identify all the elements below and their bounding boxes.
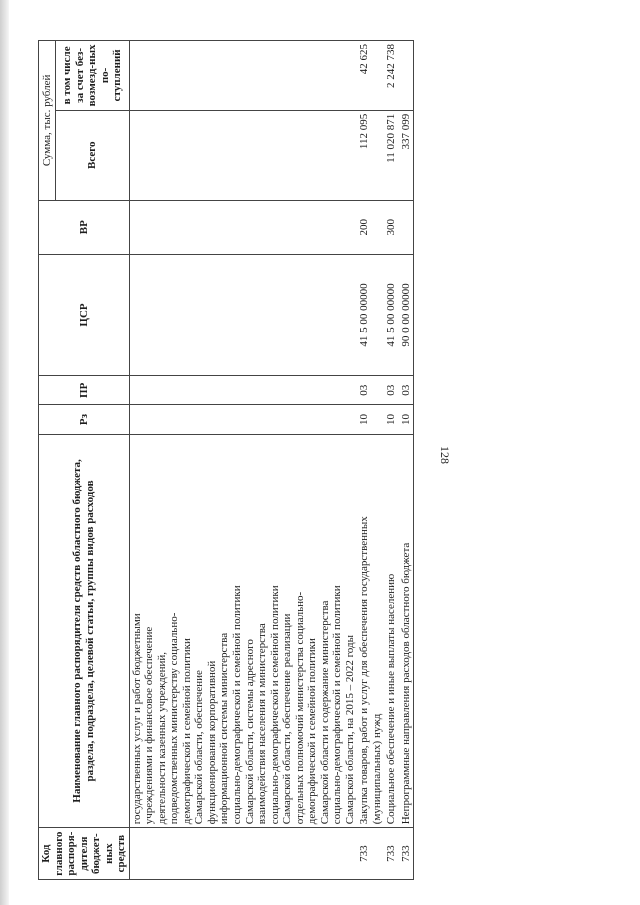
cell-csr <box>129 254 357 375</box>
cell-vr: 200 <box>357 200 384 254</box>
table-row <box>399 41 414 880</box>
cell-incl <box>129 41 357 111</box>
continuation-line: Самарской области и содержание министерства <box>318 600 331 825</box>
scan-edge <box>0 0 9 905</box>
continuation-line: Самарской области, обеспечение <box>193 670 206 825</box>
continuation-line: Самарской области, обеспечение реализации <box>281 613 294 825</box>
table-row <box>384 41 399 880</box>
cell-csr: 41 5 00 00000 <box>384 254 399 375</box>
continuation-line: отдельных полномочий министерства социально- <box>293 591 306 825</box>
continuation-line: социально-демографической и семейной политики <box>268 585 281 825</box>
cell-rz: 10 <box>384 405 399 434</box>
cell-csr: 41 5 00 00000 <box>357 254 384 375</box>
continuation-line: демографической и семейной политики <box>306 638 319 825</box>
header-vr: ВР <box>39 200 130 254</box>
budget-table <box>38 40 414 880</box>
cell-pr: 03 <box>399 376 414 405</box>
cell-vr <box>129 200 357 254</box>
page-number: 128 <box>438 446 452 464</box>
header-sum-group: Сумма, тыс. рублей <box>39 41 56 201</box>
continuation-text <box>129 434 357 828</box>
cell-incl: 2 242 738 <box>384 41 399 111</box>
header-pr: ПР <box>39 376 130 405</box>
cell-rz: 10 <box>399 405 414 434</box>
continuation-line: взаимодействия населения и министерства <box>256 623 269 825</box>
continuation-line: демографической и семейной политики <box>180 638 193 825</box>
header-incl: в том числе за счет без-возмезд-ных по-ступлений <box>56 41 129 111</box>
cell-incl: 42 625 <box>357 41 384 111</box>
cell-vr: 300 <box>384 200 399 254</box>
cell-total: 112 095 <box>357 110 384 200</box>
cell-rz <box>129 405 357 434</box>
continuation-line: деятельности казенных учреждений, <box>155 651 168 825</box>
cell-gr: 733 <box>357 828 384 880</box>
cell-total: 337 099 <box>399 110 414 200</box>
continuation-row <box>129 41 357 880</box>
cell-pr <box>129 376 357 405</box>
rotated-page-content <box>38 40 580 880</box>
continuation-line: Самарской области, на 2015 – 2022 годы <box>343 635 356 825</box>
cell-total <box>129 110 357 200</box>
continuation-line: подведомственных министерству социально- <box>168 612 181 825</box>
cell-total: 11 020 871 <box>384 110 399 200</box>
continuation-line: информационной системы министерства <box>218 632 231 825</box>
cell-incl <box>399 41 414 111</box>
cell-pr: 03 <box>384 376 399 405</box>
cell-name: Социальное обеспечение и иные выплаты населению <box>384 434 399 828</box>
cell-name: Непрограммные направления расходов областного бюджета <box>399 434 414 828</box>
header-rz: Рз <box>39 405 130 434</box>
cell-gr <box>129 828 357 880</box>
cell-rz: 10 <box>357 405 384 434</box>
table-row <box>357 41 384 880</box>
header-row-1 <box>39 41 56 880</box>
header-csr: ЦСР <box>39 254 130 375</box>
continuation-line: Самарской области, системы адресного <box>243 639 256 825</box>
cell-pr: 03 <box>357 376 384 405</box>
cell-name: Закупка товаров, работ и услуг для обеспечения государственных (муниципальных) нужд <box>357 434 384 828</box>
cell-gr: 733 <box>399 828 414 880</box>
continuation-line: учреждениями и финансовое обеспечение <box>143 626 156 825</box>
header-name: Наименование главного распорядителя средств областного бюджета, раздела, подраздела, целевой статьи, группы видов расходов <box>39 434 130 828</box>
continuation-line: социально-демографической и семейной политики <box>230 585 243 825</box>
continuation-line: функционирования корпоративной <box>205 660 218 825</box>
cell-vr <box>399 200 414 254</box>
continuation-line: государственных услуг и работ бюджетными <box>130 613 143 825</box>
header-gr: Код главного распоря-дителя бюджет-ных средств <box>39 828 130 880</box>
header-total: Всего <box>56 110 129 200</box>
cell-csr: 90 0 00 00000 <box>399 254 414 375</box>
cell-gr: 733 <box>384 828 399 880</box>
continuation-line: социально-демографической и семейной политики <box>331 585 344 825</box>
